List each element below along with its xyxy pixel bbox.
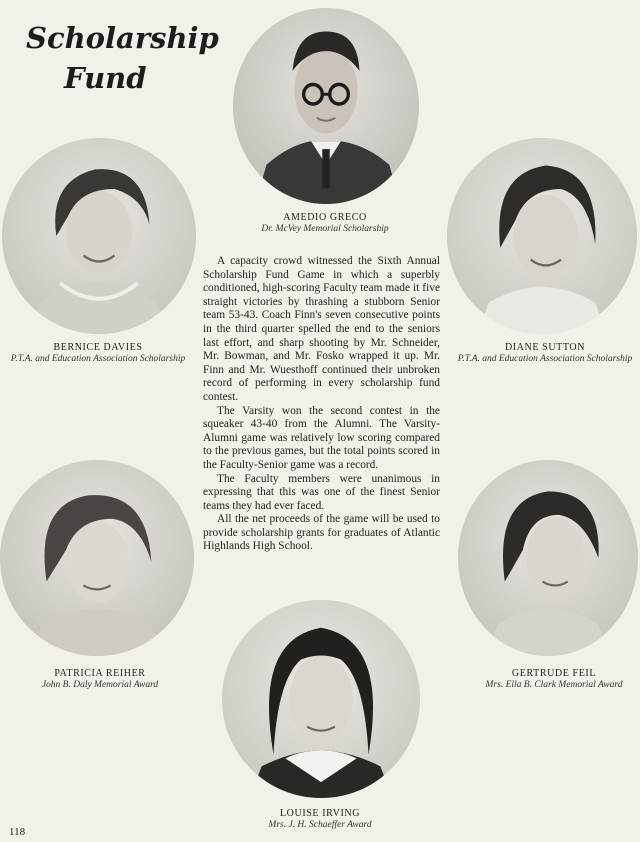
caption-irving (225, 808, 415, 831)
recipient-name: AMEDIO GRECO (283, 212, 367, 223)
award-title: P.T.A. and Education Association Scholarship (10, 354, 186, 364)
article-body (203, 255, 440, 554)
title-line-2: Fund (64, 61, 147, 95)
article-paragraph: The Varsity won the second contest in the squeaker 43-40 from the Alumni. The Varsity-Alumni game was relatively low scoring compared to the previous games, but the total points scored in the Faculty-Senior game was a record. (203, 404, 440, 471)
caption-davies (8, 342, 188, 365)
caption-sutton (455, 342, 635, 365)
portrait-greco (233, 8, 419, 204)
award-title: Mrs. J. H. Schaeffer Award (268, 820, 372, 830)
page-number: 118 (9, 826, 26, 838)
portrait-sutton (447, 138, 637, 334)
award-title: Mrs. Ella B. Clark Memorial Award (485, 680, 623, 690)
award-title: Dr. McVey Memorial Scholarship (261, 224, 389, 234)
title-line-1: Scholarship (26, 21, 219, 55)
award-title: P.T.A. and Education Association Scholarship (457, 354, 633, 364)
recipient-name: LOUISE IRVING (279, 808, 361, 819)
award-title: John B. Daly Memorial Award (41, 680, 159, 690)
article-paragraph: All the net proceeds of the game will be used to provide scholarship grants for graduates of Atlantic Highlands High School. (203, 513, 440, 553)
portrait-irving (222, 600, 420, 798)
recipient-name: PATRICIA REIHER (54, 668, 146, 679)
portrait-reiher (0, 460, 194, 656)
article-paragraph: The Faculty members were unanimous in expressing that this was one of the finest Senior teams they had ever faced. (203, 472, 440, 512)
recipient-name: GERTRUDE FEIL (511, 668, 597, 679)
portrait-davies (2, 138, 196, 334)
caption-greco (230, 212, 420, 235)
caption-feil (470, 668, 638, 691)
page-title (26, 18, 219, 98)
caption-reiher (10, 668, 190, 691)
recipient-name: DIANE SUTTON (504, 342, 586, 353)
portrait-feil (458, 460, 638, 656)
article-paragraph: A capacity crowd witnessed the Sixth Annual Scholarship Fund Game in which a superbly conditioned, high-scoring Faculty team made it five straight victories by thrashing a stubborn Senior team 53-43. Coach Finn's seven consecutive points in the third quarter spelled the end to the seniors last effort, and sharp shooting by Mr. Schneider, Mr. Bowman, and Mr. Fosko wrapped it up. Mr. Finn and Mr. Wuesthoff continued their unbroken record of performing in every scholarship fund contest. (203, 255, 440, 403)
recipient-name: BERNICE DAVIES (53, 342, 143, 353)
